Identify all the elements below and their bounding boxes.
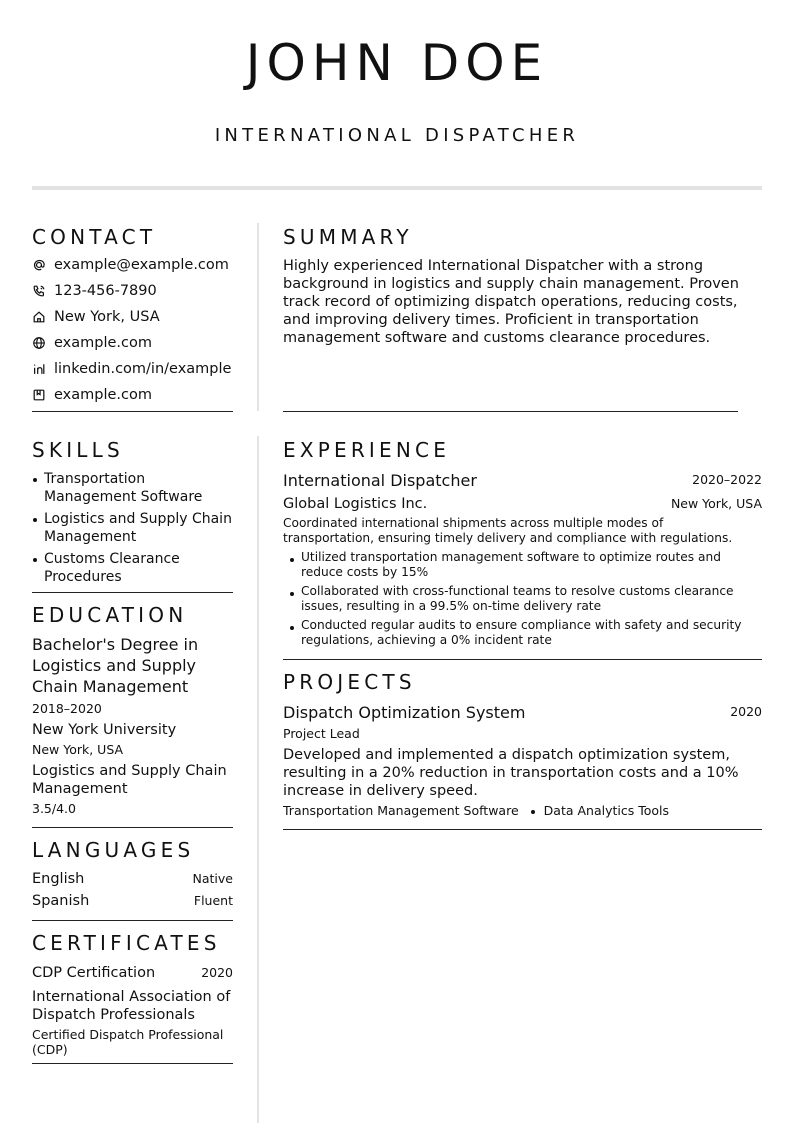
summary-text: Highly experienced International Dispatcher with a strong background in logistics and supply chain management. Proven track record of optimizing dispatch operations, reducing costs, and improving delivery times. Proficient in transportation management software and customs clearance procedures. <box>283 258 739 346</box>
education-field: Logistics and Supply Chain Management <box>32 763 227 797</box>
language-name: English <box>32 871 85 887</box>
experience-dates: 2020–2022 <box>692 472 762 487</box>
education-heading: EDUCATION <box>32 603 188 627</box>
home-icon <box>32 310 46 324</box>
project-year: 2020 <box>730 704 762 719</box>
contact-phone[interactable] <box>32 280 157 302</box>
certificates-heading: CERTIFICATES <box>32 931 221 955</box>
contact-phone-text: 123-456-7890 <box>54 283 157 299</box>
summary-heading: SUMMARY <box>283 225 413 249</box>
contact-website[interactable] <box>32 332 152 354</box>
experience-location: New York, USA <box>670 496 762 511</box>
projects-divider <box>283 829 762 830</box>
summary-divider <box>283 411 738 412</box>
experience-bullet: Collaborated with cross-functional teams to resolve customs clearance issues, resulting in a 99.5% on-time delivery rate <box>301 584 756 614</box>
education-school: New York University <box>32 722 177 738</box>
experience-company: Global Logistics Inc. <box>283 496 428 512</box>
education-location: New York, USA <box>32 742 124 757</box>
tag-separator <box>531 810 535 814</box>
education-degree: Bachelor's Degree in Logistics and Supply Chain Management <box>32 635 199 696</box>
project-tag: Transportation Management Software <box>283 803 519 818</box>
project-name: Dispatch Optimization System <box>283 703 526 722</box>
education-divider <box>32 827 233 828</box>
certificate-issuer: International Association of Dispatch Professionals <box>32 989 231 1023</box>
phone-icon <box>32 284 46 298</box>
contact-linkedin[interactable] <box>32 358 231 380</box>
project-role: Project Lead <box>283 726 360 741</box>
experience-bullet: Conducted regular audits to ensure compliance with safety and security regulations, achieving a 0% incident rate <box>301 618 756 648</box>
language-level: Native <box>192 871 233 886</box>
linkedin-icon <box>32 362 46 376</box>
header-divider <box>32 186 762 190</box>
at-icon <box>32 258 46 272</box>
experience-bullet: Utilized transportation management software to optimize routes and reduce costs by 15% <box>301 550 756 580</box>
certificates-divider <box>32 1063 233 1064</box>
experience-heading: EXPERIENCE <box>283 438 451 462</box>
skills-heading: SKILLS <box>32 438 124 462</box>
experience-divider <box>283 659 762 660</box>
certificate-name: CDP Certification <box>32 965 156 981</box>
job-title: INTERNATIONAL DISPATCHER <box>214 125 580 146</box>
certificate-detail: Certified Dispatch Professional (CDP) <box>32 1027 224 1057</box>
project-description: Developed and implemented a dispatch optimization system, resulting in a 20% reduction in transportation costs and a 10% increase in delivery speed. <box>283 747 739 799</box>
education-gpa: 3.5/4.0 <box>32 801 76 816</box>
contact-linkedin-text: linkedin.com/in/example <box>54 361 232 377</box>
globe-icon <box>32 336 46 350</box>
skill-item: Logistics and Supply Chain Management <box>44 510 234 546</box>
experience-role: International Dispatcher <box>283 471 477 490</box>
certificate-year: 2020 <box>201 965 233 980</box>
contact-website-text: example.com <box>54 335 152 351</box>
project-tag: Data Analytics Tools <box>543 803 670 818</box>
contact-email-text: example@example.com <box>54 257 229 273</box>
resume-name: JOHN DOE <box>245 34 549 92</box>
contact-email[interactable] <box>32 254 229 276</box>
skill-item: Customs Clearance Procedures <box>44 550 214 586</box>
column-divider <box>257 223 259 411</box>
education-dates: 2018–2020 <box>32 701 102 716</box>
contact-location-text: New York, USA <box>54 309 160 325</box>
skills-divider <box>32 592 233 593</box>
projects-heading: PROJECTS <box>283 670 416 694</box>
languages-divider <box>32 920 233 921</box>
contact-portfolio[interactable] <box>32 384 152 406</box>
column-divider-lower <box>257 436 259 1123</box>
contact-portfolio-text: example.com <box>54 387 152 403</box>
language-level: Fluent <box>193 893 233 908</box>
language-name: Spanish <box>32 893 90 909</box>
skill-item: Transportation Management Software <box>44 470 239 506</box>
languages-heading: LANGUAGES <box>32 838 195 862</box>
contact-divider <box>32 411 233 412</box>
project-tags <box>283 803 669 818</box>
experience-description: Coordinated international shipments across multiple modes of transportation, ensuring timely delivery and compliance with regulations. <box>283 516 733 545</box>
contact-heading: CONTACT <box>32 225 157 249</box>
contact-location <box>32 306 160 328</box>
portfolio-icon <box>32 388 46 402</box>
